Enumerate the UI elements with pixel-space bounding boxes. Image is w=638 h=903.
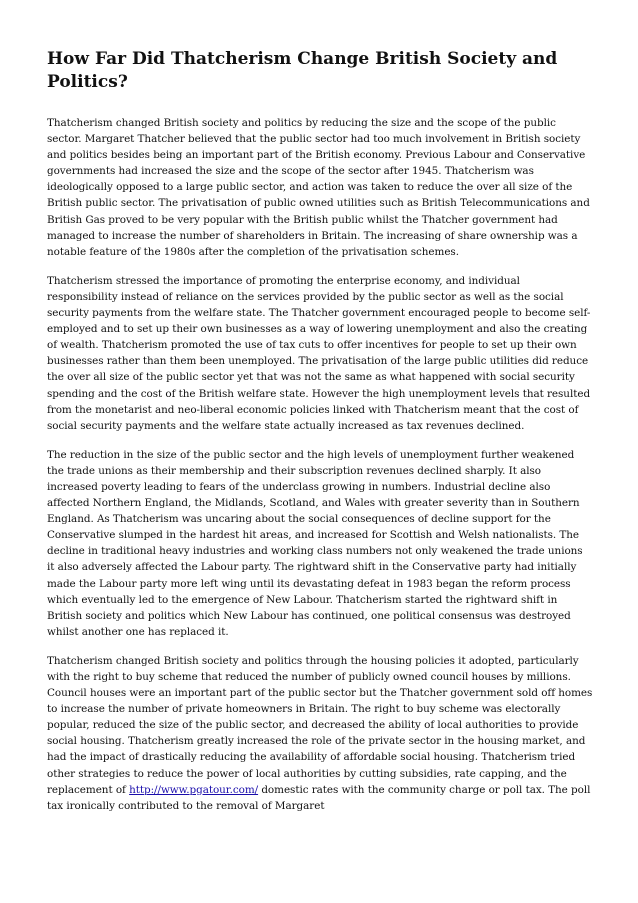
paragraph-4-text-before-link: Thatcherism changed British society and politics through the housing policies it adopted, particularly with the right to buy scheme that reduced the number of publicly owned council houses by millions. Council houses were an important part of the public sector but the Thatcher government sold off homes to increase the number of private homeowners in Britain. The right to buy scheme was electorally popular, reduced the size of the public sector, and decreased the ability of local authorities to provide social housing. Thatcherism greatly increased the role of the private sector in the housing market, and had the impact of drastically reducing the availability of affordable social housing. Thatcherism tried other strategies to reduce the power of local authorities by cutting subsidies, rate capping, and the replacement of	[47, 654, 593, 796]
paragraph-3: The reduction in the size of the public sector and the high levels of unemployment further weakened the trade unions as their membership and their subscription revenues declined sharply. It also increased poverty leading to fears of the underclass growing in numbers. Industrial decline also affected Northern England, the Midlands, Scotland, and Wales with greater severity than in Southern England. As Thatcherism was uncaring about the social consequences of decline support for the Conservative slumped in the hardest hit areas, and increased for Scottish and Welsh nationalists. The decline in traditional heavy industries and working class numbers not only weakened the trade unions it also adversely affected the Labour party. The rightward shift in the Conservative party had initially made the Labour party more left wing until its devastating defeat in 1983 began the reform process which eventually led to the emergence of New Labour. Thatcherism started the rightward shift in British society and politics which New Labour has continued, one political consensus was destroyed whilst another one has replaced it.	[47, 448, 583, 638]
pgatour-link[interactable]: http://www.pgatour.com/	[129, 783, 259, 796]
document-title: How Far Did Thatcherism Change British Society and Politics?	[47, 49, 558, 92]
document-page	[47, 48, 593, 827]
paragraph-4	[47, 653, 593, 814]
paragraph-1: Thatcherism changed British society and politics by reducing the size and the scope of the public sector. Margaret Thatcher believed that the public sector had too much involvement in British society and politics besides being an important part of the British economy. Previous Labour and Conservative governments had increased the size and the scope of the sector after 1945. Thatcherism was ideologically opposed to a large public sector, and action was taken to reduce the over all size of the British public sector. The privatisation of public owned utilities such as British Telecommunications and British Gas proved to be very popular with the British public whilst the Thatcher government had managed to increase the number of shareholders in Britain. The increasing of share ownership was a notable feature of the 1980s after the completion of the privatisation schemes.	[47, 117, 590, 258]
paragraph-2: Thatcherism stressed the importance of promoting the enterprise economy, and individual responsibility instead of reliance on the services provided by the public sector as well as the social security payments from the welfare state. The Thatcher government encouraged people to become self-employed and to set up their own businesses as a way of lowering unemployment and also the creating of wealth. Thatcherism promoted the use of tax cuts to offer incentives for people to set up their own businesses rather than them been unemployed. The privatisation of the large public utilities did reduce the over all size of the public sector yet that was not the same as what happened with social security spending and the cost of the British welfare state. However the high unemployment levels that resulted from the monetarist and neo-liberal economic policies linked with Thatcherism meant that the cost of social security payments and the welfare state actually increased as tax revenues declined.	[47, 274, 591, 432]
paragraph-4-text-after-link: domestic rates with the community charge or poll tax. The poll tax ironically contributed to the removal of Margaret	[47, 783, 591, 812]
